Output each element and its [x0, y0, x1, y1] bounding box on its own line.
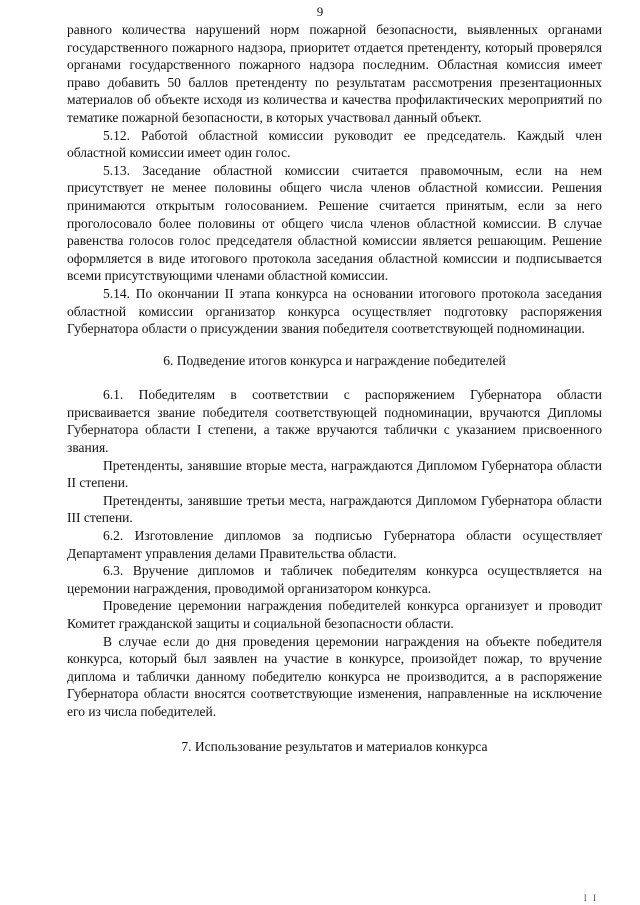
paragraph-second-places: Претенденты, занявшие вторые места, награждаются Дипломом Губернатора области II степени.: [67, 457, 602, 491]
paragraph-ceremony-organizer: Проведение церемонии награждения победителей конкурса организует и проводит Комитет гражданской защиты и социальной безопасности области.: [67, 598, 602, 631]
paragraph-6-2: 6.2. Изготовление дипломов за подписью Губернатора области осуществляет Департамент управления делами Правительства области.: [67, 528, 602, 561]
paragraph-continuation: равного количества нарушений норм пожарной безопасности, выявленных органами государственного пожарного надзора, приоритет отдается претенденту, который проверялся органами государственного пожарного надзора последним. Областная комиссия имеет право добавить 50 баллов претенденту по результатам рассмотрения презентационных материалов об объекте исходя из количества и качества профилактических мероприятий по тематике пожарной безопасности, в которых участвовал данный объект.: [67, 22, 602, 125]
paragraph-6-1: 6.1. Победителям в соответствии с распоряжением Губернатора области присваивается звание победителя соответствующей подноминации, вручаются Дипломы Губернатора области I степени, а также вручаются таблички с указанием присвоенного звания.: [67, 387, 602, 456]
paragraph-third-places: Претенденты, занявшие третьи места, награждаются Дипломом Губернатора области III степени.: [67, 492, 602, 526]
paragraph-5-12: 5.12. Работой областной комиссии руководит ее председатель. Каждый член областной комиссии имеет один голос.: [67, 127, 602, 161]
section-heading-6: 6. Подведение итогов конкурса и награждение победителей: [163, 352, 506, 368]
paragraph-5-13: 5.13. Заседание областной комиссии считается правомочным, если на нем присутствует не менее половины общего числа членов областной комиссии. Решения принимаются открытым голосованием. Решение считается принятым, если за него проголосовало более половины от общего числа членов областной комиссии. В случае равенства голосов голос председателя областной комиссии является решающим. Решение оформляется в виде итогового протокола заседания областной комиссии и подписывается всеми присутствующими членами областной комиссии.: [67, 162, 602, 284]
page-number: 9: [316, 4, 324, 19]
section-heading-7: 7. Использование результатов и материалов конкурса: [181, 738, 488, 754]
paragraph-fire-exception: В случае если до дня проведения церемонии награждения на объекте победителя конкурса, который был заявлен на участие в конкурсе, произойдет пожар, то вручение диплома и таблички данному победителю конкурса не производится, а в распоряжение Губернатора области вносятся соответствующие изменения, направленные на исключение его из числа победителей.: [67, 633, 602, 719]
document-body: [67, 21, 602, 755]
footer-mark: I I: [583, 893, 598, 903]
paragraph-5-14: 5.14. По окончании II этапа конкурса на основании итогового протокола заседания областной комиссии организатор конкурса осуществляет подготовку распоряжения Губернатора области о присуждении звания победителя соответствующей подноминации.: [67, 285, 602, 337]
paragraph-6-3: 6.3. Вручение дипломов и табличек победителям конкурса осуществляется на церемонии награждения, проводимой организатором конкурса.: [67, 563, 602, 596]
